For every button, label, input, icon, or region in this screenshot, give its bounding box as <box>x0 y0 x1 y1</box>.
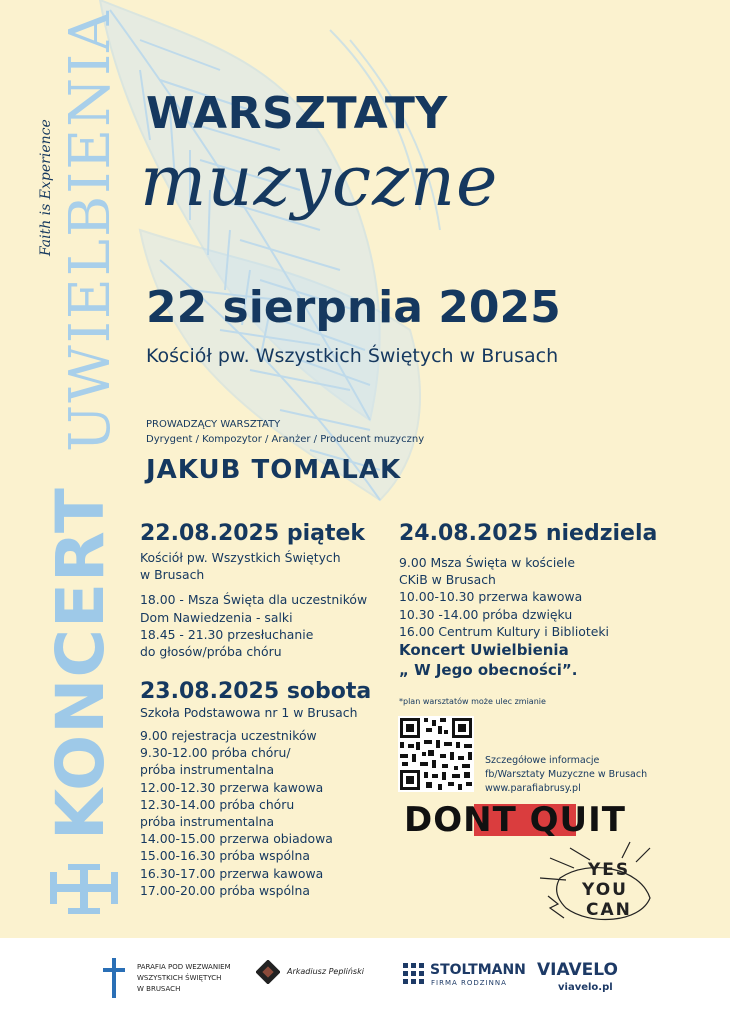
info-block <box>485 754 647 796</box>
concert-subtitle: „ W Jego obecności”. <box>399 661 578 679</box>
dont-quit-slogan <box>404 798 632 842</box>
day2-place: Szkoła Podstawowa nr 1 w Brusach <box>140 705 358 720</box>
leader-name: JAKUB TOMALAK <box>146 455 402 485</box>
title-warsztaty: WARSZTATY <box>146 88 448 139</box>
day2-schedule <box>140 727 333 899</box>
day1-line: do głosów/próba chóru <box>140 644 282 660</box>
day3-line: 10.00-10.30 przerwa kawowa <box>399 589 583 605</box>
plan-note: *plan warsztatów może ulec zmianie <box>399 697 546 706</box>
day1-line: w Brusach <box>140 567 205 583</box>
side-koncert: KONCERT <box>42 487 119 840</box>
day2-line: 16.30-17.00 przerwa kawowa <box>140 865 324 881</box>
event-venue: Kościół pw. Wszystkich Świętych w Brusach <box>146 345 559 367</box>
info-line2: fb/Warsztaty Muzyczne w Brusach <box>485 769 648 780</box>
parish-line3: W BRUSACH <box>137 985 181 993</box>
stoltmann-logo-icon <box>402 962 426 986</box>
viavelo-url: viavelo.pl <box>558 982 613 993</box>
day3-line: CKiB w Brusach <box>399 572 496 588</box>
day2-line: 12.00-12.30 przerwa kawowa <box>140 779 324 795</box>
sponsors-footer <box>0 938 730 1024</box>
leader-roles: Dyrygent / Kompozytor / Aranżer / Producent muzyczny <box>146 434 425 445</box>
day2-line: 9.30-12.00 próba chóru/ <box>140 745 291 761</box>
dont-quit-text: DONT QUIT <box>404 800 626 840</box>
day2-line: 14.00-15.00 przerwa obiadowa <box>140 831 333 847</box>
day2-line: próba instrumentalna <box>140 814 275 830</box>
day3-schedule <box>399 554 609 640</box>
parish-line2: WSZYSTKICH ŚWIĘTYCH <box>137 974 222 982</box>
day1-line: 18.00 - Msza Święta dla uczestników <box>140 592 368 608</box>
side-faith-text: Faith is Experience <box>38 119 54 256</box>
day1-line: 18.45 - 21.30 przesłuchanie <box>140 626 314 642</box>
day3-line: 16.00 Centrum Kultury i Biblioteki <box>399 623 609 639</box>
day1-schedule <box>140 549 367 660</box>
cross-icon <box>48 862 120 916</box>
concert-title: Koncert Uwielbienia <box>399 641 569 659</box>
leader-label: PROWADZĄCY WARSZTATY <box>146 419 281 430</box>
day2-line: 9.00 rejestracja uczestników <box>140 728 317 743</box>
day1-heading: 22.08.2025 piątek <box>140 521 366 546</box>
can-text: CAN <box>586 900 632 920</box>
day1-line: Dom Nawiedzenia - salki <box>140 609 293 625</box>
yes-text: YES <box>588 860 631 880</box>
event-date: 22 sierpnia 2025 <box>146 282 561 333</box>
day2-line: 12.30-14.00 próba chóru <box>140 796 295 812</box>
peplinski-logo-icon <box>256 960 280 984</box>
day3-line: 9.00 Msza Święta w kościele <box>399 555 575 570</box>
qr-code <box>398 716 474 792</box>
day2-line: 17.00-20.00 próba wspólna <box>140 882 310 898</box>
parish-line1: PARAFIA POD WEZWANIEM <box>137 963 231 971</box>
peplinski-logo-text: Arkadiusz Pepliński <box>287 967 364 976</box>
day2-line: 15.00-16.30 próba wspólna <box>140 848 310 864</box>
title-muzyczne: muzyczne <box>140 140 499 222</box>
day2-heading: 23.08.2025 sobota <box>140 679 372 704</box>
day1-spacer <box>140 583 367 591</box>
day1-line: Kościół pw. Wszystkich Świętych <box>140 550 341 565</box>
viavelo-logo-text: VIAVELO <box>537 960 618 980</box>
parish-cross-icon <box>103 958 125 998</box>
yes-you-can-slogan <box>560 842 680 932</box>
stoltmann-subtitle: FIRMA RODZINNA <box>431 979 507 987</box>
side-uwielbienia: UWIELBIENIA <box>58 9 123 452</box>
you-text: YOU <box>582 880 628 900</box>
day2-line: próba instrumentalna <box>140 762 275 778</box>
info-url: www.parafiabrusy.pl <box>485 783 581 794</box>
parish-logo-text <box>137 962 231 995</box>
day3-heading: 24.08.2025 niedziela <box>399 521 658 546</box>
info-line1: Szczegółowe informacje <box>485 755 600 766</box>
day3-line: 10.30 -14.00 próba dzwięku <box>399 606 573 622</box>
stoltmann-logo-text: STOLTMANN <box>430 962 526 978</box>
